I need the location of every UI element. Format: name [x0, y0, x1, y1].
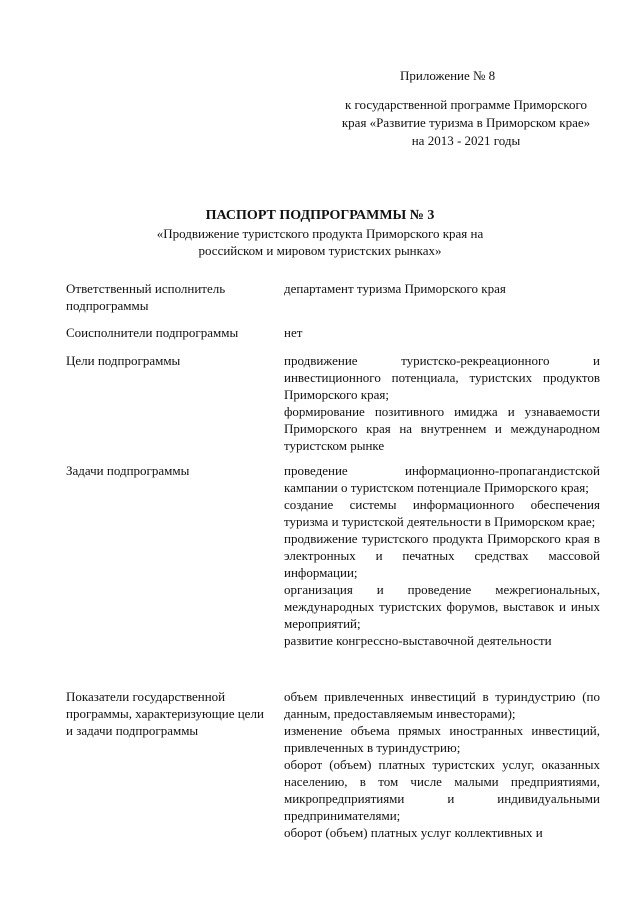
row-value: [284, 688, 600, 841]
row-item: объем привлеченных инвестиций в туриндустрию (по данным, предоставляемым инвесторами);: [284, 689, 600, 721]
row-item: развитие конгрессно-выставочной деятельности: [284, 633, 552, 648]
row-label: Цели подпрограммы: [66, 353, 181, 368]
document-subtitle: «Продвижение туристского продукта Приморского края на российском и мировом туристских рынках»: [156, 226, 484, 258]
row-label: Ответственный исполнитель подпрограммы: [66, 281, 226, 313]
row-value: [284, 462, 600, 649]
row-value: [284, 352, 600, 454]
row-item: оборот (объем) платных туристских услуг, оказанных населению, в том числе малыми предприятиями, микропредприятиями и индивидуальными предпринимателями;: [284, 757, 600, 823]
row-item: оборот (объем) платных услуг коллективных и: [284, 825, 543, 840]
row-value: [284, 280, 600, 297]
row-item: организация и проведение межрегиональных, международных туристских форумов, выставок и иных мероприятий;: [284, 582, 600, 631]
row-item: продвижение туристско-рекреационного и инвестиционного потенциала, туристских продуктов Приморского края;: [284, 353, 600, 402]
row-item: создание системы информационного обеспечения туризма и туристской деятельности в Приморском крае;: [284, 497, 600, 529]
row-label: Показатели государственной программы, характеризующие цели и задачи подпрограммы: [66, 689, 264, 738]
title-block: [0, 207, 640, 259]
row-item: нет: [284, 325, 303, 340]
appendix-number: Приложение № 8: [400, 68, 496, 83]
row-item: продвижение туристского продукта Приморского края в электронных и печатных средствах массовой информации;: [284, 531, 600, 580]
row-value: [284, 324, 600, 341]
row-item: департамент туризма Приморского края: [284, 281, 506, 296]
row-item: проведение информационно-пропагандистской кампании о туристском потенциале Приморского края;: [284, 463, 600, 495]
document-title: ПАСПОРТ ПОДПРОГРАММЫ № 3: [205, 208, 435, 223]
row-item: формирование позитивного имиджа и узнаваемости Приморского края на внутреннем и международном туристском рынке: [284, 404, 600, 453]
row-label: Задачи подпрограммы: [66, 463, 190, 478]
row-label: Соисполнители подпрограммы: [66, 325, 239, 340]
row-item: изменение объема прямых иностранных инвестиций, привлеченных в туриндустрию;: [284, 723, 600, 755]
program-reference: к государственной программе Приморского края «Развитие туризма в Приморском крае» на 2013 - 2021 годы: [341, 97, 591, 148]
